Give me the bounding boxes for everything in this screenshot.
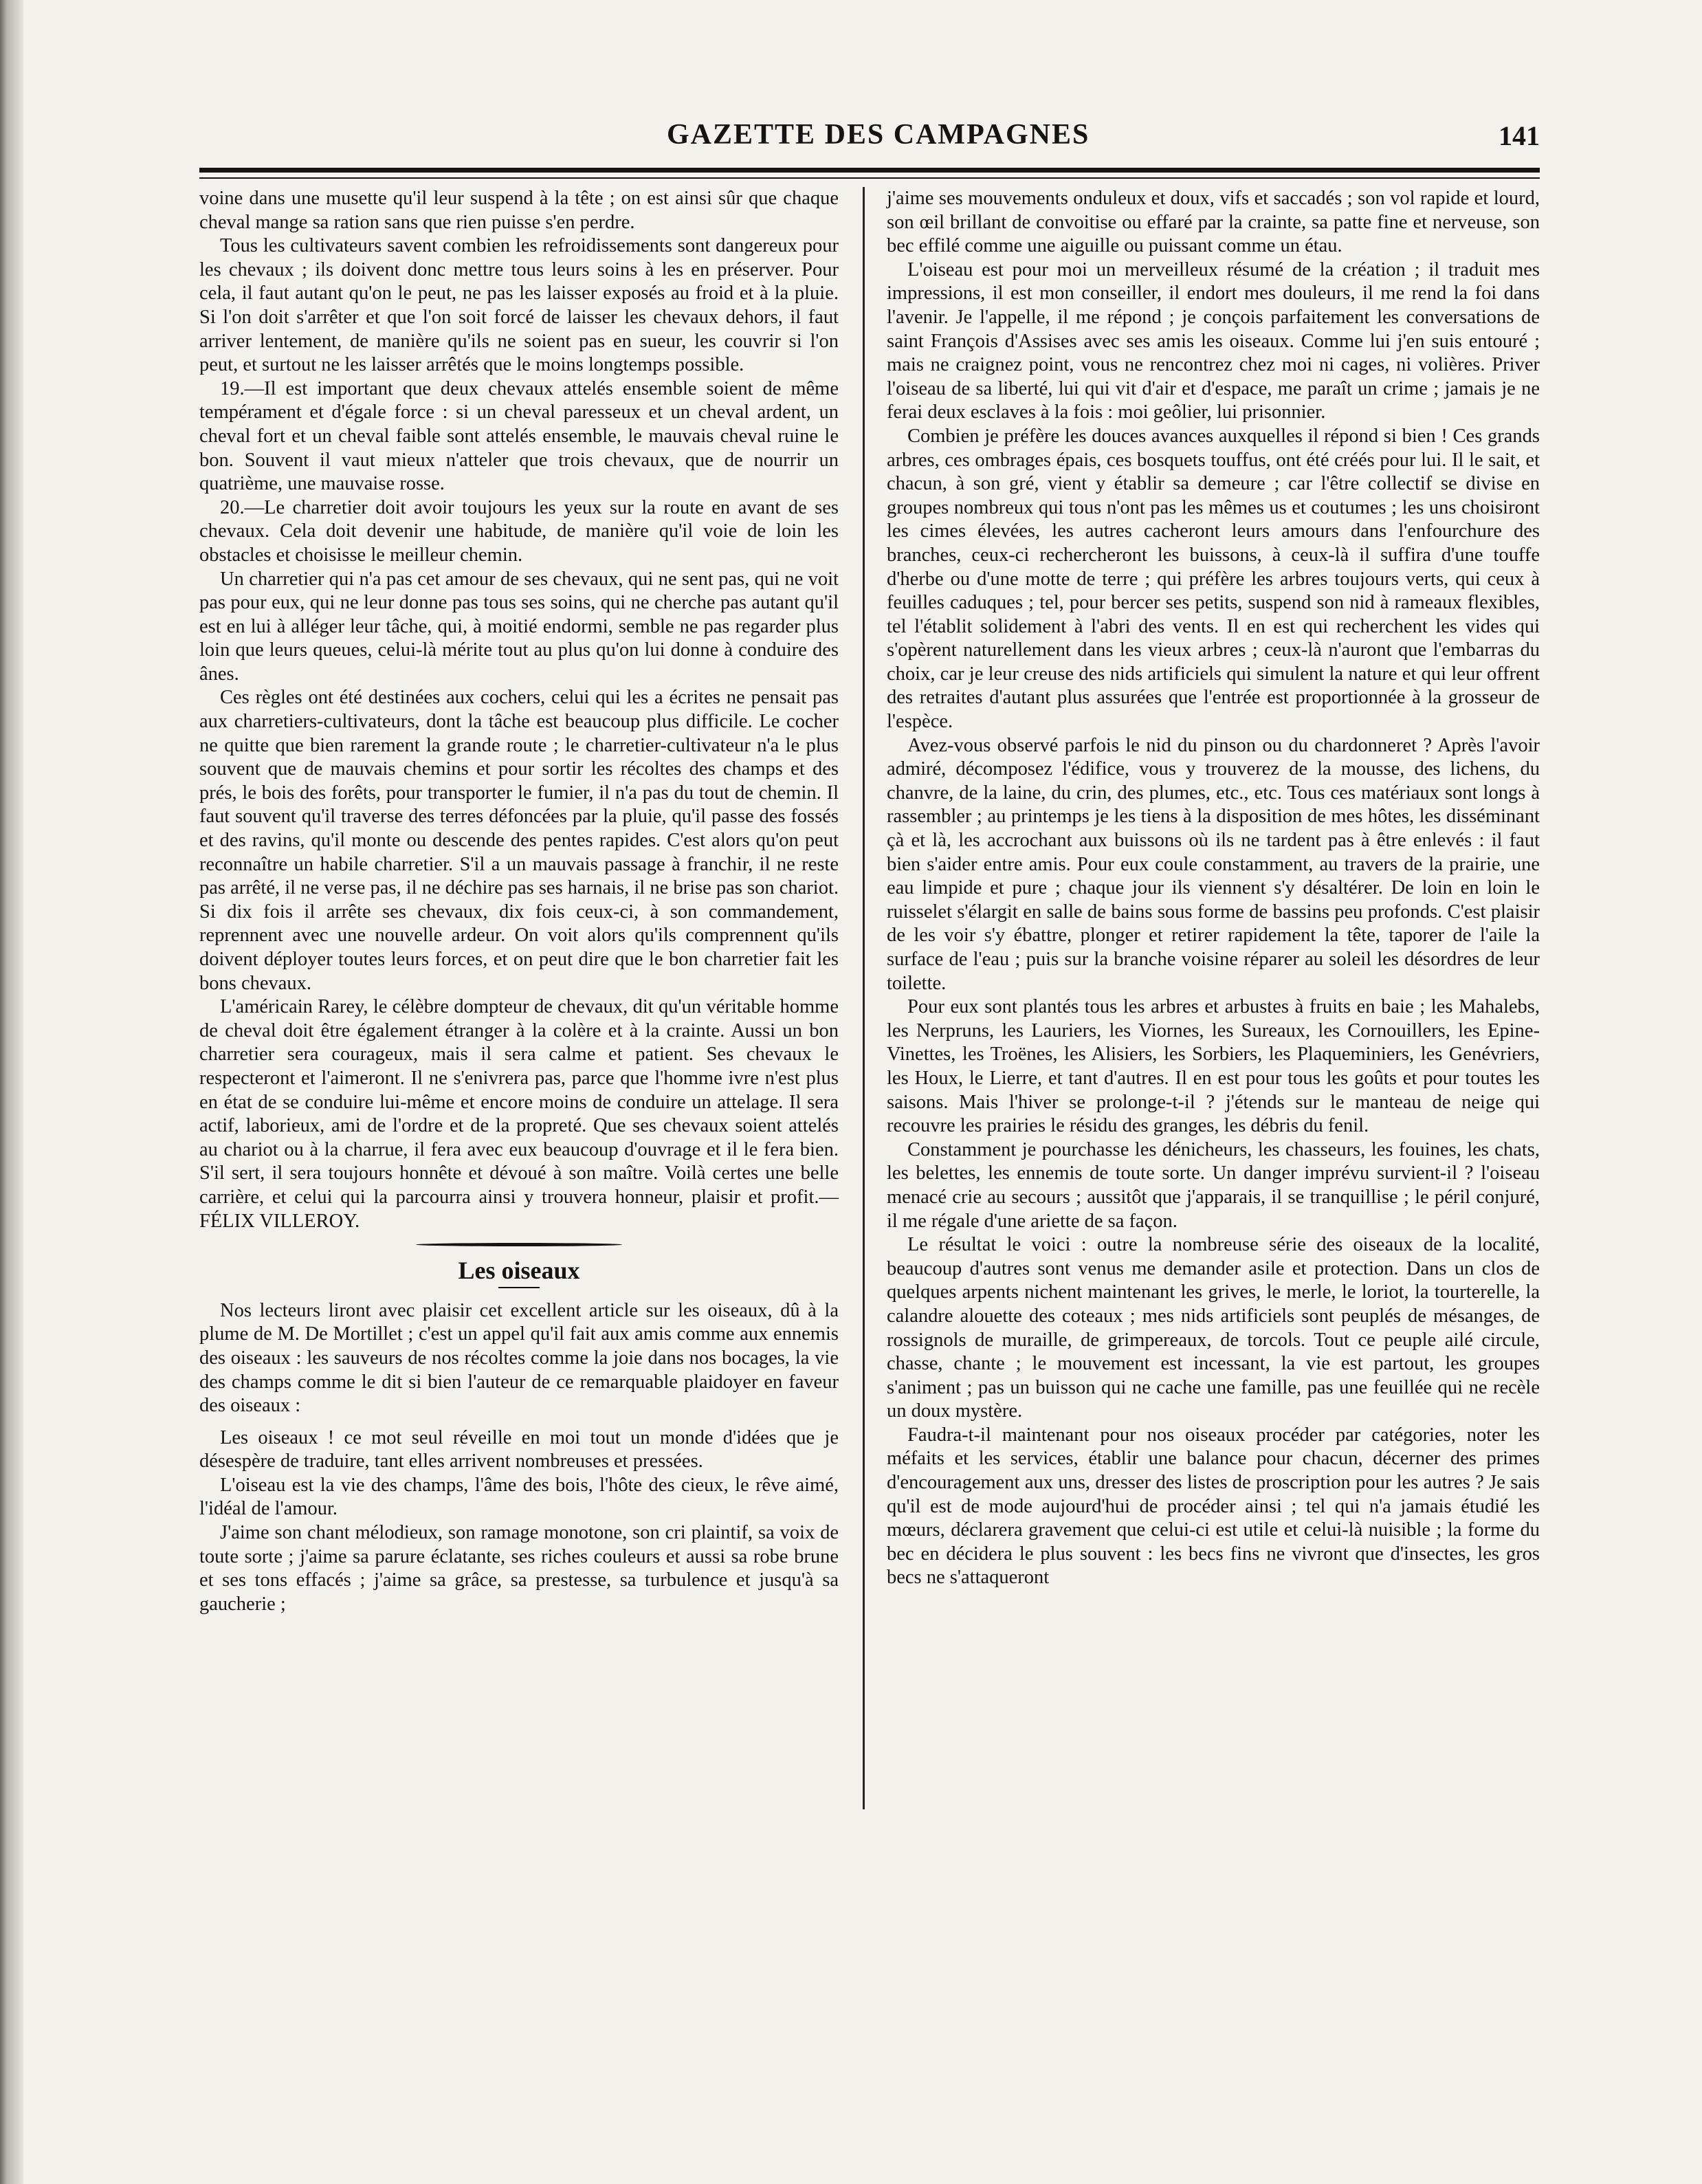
paragraph: Constamment je pourchasse les dénicheurs, les chasseurs, les fouines, les chats, les belettes, les ennemis de toute sorte. Un danger imprévu survient-il ? l'oiseau menacé crie au secours ; aussitôt que j'apparais, il se tranquillise ; le péril conjuré, il me régale d'une ariette de sa façon. <box>887 1138 1540 1232</box>
paragraph: Les oiseaux ! ce mot seul réveille en moi tout un monde d'idées que je désespère de traduire, tant elles arrivent nombreuses et pressées. <box>199 1426 839 1472</box>
paragraph: Combien je préfère les douces avances auxquelles il répond si bien ! Ces grands arbres, ces ombrages épais, ces bosquets touffus, ont été créés pour lui. Il le sait, et chacun, à son gré, vient y établir sa demeure ; car l'être collectif se divise en groupes nombreux qui tous n'ont pas les mêmes us et coutumes ; les uns choisiront les cimes élevées, les autres cacheront leurs amours dans l'enfourchure des branches, ceux-ci rechercheront les buissons, à ceux-là il suffira d'une touffe d'herbe ou d'une motte de terre ; qui préfère les arbres toujours verts, qui ceux à feuilles caduques ; tel, pour bercer ses petits, suspend son nid à rameaux flexibles, tel l'établit solidement à l'abri des vents. Il en est qui recherchent les vides qui s'opèrent naturellement dans les vieux arbres ; ceux-là n'auront que l'embarras du choix, car je leur creuse des nids artificiels qui simulent la nature et qui leur offrent des retraites d'autant plus assurées que l'entrée est proportionnée à la grosseur de l'espèce. <box>887 425 1540 733</box>
paragraph: Un charretier qui n'a pas cet amour de ses chevaux, qui ne sent pas, qui ne voit pas pour eux, qui ne leur donne pas tous ses soins, qui ne cherche pas autant qu'il est en lui à alléger leur tâche, qui, à moitié endormi, semble ne pas regarder plus loin que leurs queues, celui-là mérite tout au plus qu'on lui donne à conduire des ânes. <box>199 568 839 685</box>
left-column <box>199 187 839 1616</box>
section-title-underline <box>498 1287 540 1288</box>
right-column <box>887 187 1540 1590</box>
paragraph: Le résultat le voici : outre la nombreuse série des oiseaux de la localité, beaucoup d'autres sont venus me demander asile et protection. Dans un clos de quelques arpents nichent maintenant les grives, le merle, le loriot, la tourterelle, la calandre alouette des coteaux ; mes nids artificiels sont peuplés de mésanges, de rossignols de muraille, de grimpereaux, de torcols. Tout ce peuple ailé circule, chasse, chante ; le mouvement est incessant, la vie est partout, les groupes s'animent ; pas un buisson qui ne cache une famille, pas une feuillée qui ne recèle un doux mystère. <box>887 1234 1540 1422</box>
section-separator <box>416 1243 622 1246</box>
paragraph: J'aime son chant mélodieux, son ramage monotone, son cri plaintif, sa voix de toute sorte ; j'aime sa parure éclatante, ses riches couleurs et aussi sa robe brune et ses tons effacés ; j'aime sa grâce, sa prestesse, sa turbulence et jusqu'à sa gaucherie ; <box>199 1522 839 1615</box>
paragraph-gap <box>199 1418 839 1426</box>
paragraph: Tous les cultivateurs savent combien les refroidissements sont dangereux pour les chevaux ; ils doivent donc mettre tous leurs soins à les en préserver. Pour cela, il faut autant qu'on le peut, ne pas les laisser exposés au froid et à la pluie. Si l'on doit s'arrêter et que l'on soit forcé de laisser les chevaux dehors, il faut arriver lentement, de manière qu'ils ne soient pas en sueur, les couvrir si l'on peut, et surtout ne les laisser arrêtés que le moins longtemps possible. <box>199 235 839 376</box>
paragraph: Pour eux sont plantés tous les arbres et arbustes à fruits en baie ; les Mahalebs, les Nerpruns, les Lauriers, les Viornes, les Sureaux, les Cornouillers, les Epine-Vinettes, les Troënes, les Alisiers, les Sorbiers, les Plaqueminiers, les Genévriers, les Houx, le Lierre, et tant d'autres. Il en est pour tous les goûts et pour toutes les saisons. Mais l'hiver se prolonge-t-il ? j'étends sur le manteau de neige qui recouvre les prairies le résidu des granges, les débris du fenil. <box>887 996 1540 1137</box>
paragraph: L'oiseau est pour moi un merveilleux résumé de la création ; il traduit mes impressions, il est mon conseiller, il endort mes douleurs, il me rend la foi dans l'avenir. Je l'appelle, il me répond ; je conçois parfaitement les conversations de saint François d'Assises avec ses amis les oiseaux. Comme lui j'en suis entouré ; mais ne craignez point, vous ne rencontrez chez moi ni cages, ni volières. Priver l'oiseau de sa liberté, lui qui vit d'air et d'espace, me paraît un crime ; jamais je ne ferai deux esclaves à la fois : moi geôlier, lui prisonnier. <box>887 258 1540 423</box>
paragraph-signed: L'américain Rarey, le célèbre dompteur de chevaux, dit qu'un véritable homme de cheval doit être également étranger à la colère et à la crainte. Aussi un bon charretier sera courageux, mais il sera calme et patient. Ses chevaux le respecteront et l'aimeront. Il ne s'enivrera pas, parce que l'homme ivre n'est plus en état de se conduire lui-même et encore moins de conduire un attelage. Il sera actif, laborieux, ami de l'ordre et de la propreté. Que ses chevaux soient attelés au chariot ou à la charrue, il fera avec eux beaucoup d'ouvrage et il le fera bien. S'il sert, il sera toujours honnête et dévoué à son maître. Voilà certes une belle carrière, et celui qui la parcourra ainsi y trouvera honneur, plaisir et profit.— FÉLIX VILLEROY. <box>199 996 839 1232</box>
column-divider <box>863 187 865 1809</box>
page-number: 141 <box>1499 120 1540 151</box>
header-rule-thin <box>199 177 1540 179</box>
paragraph: j'aime ses mouvements onduleux et doux, vifs et saccadés ; son vol rapide et lourd, son œil brillant de convoitise ou effaré par la crainte, sa patte fine et nerveuse, son bec effilé comme une aiguille ou puissant comme un étau. <box>887 188 1540 257</box>
newspaper-title: GAZETTE DES CAMPAGNES <box>667 119 1090 151</box>
paragraph: Nos lecteurs liront avec plaisir cet excellent article sur les oiseaux, dû à la plume de M. De Mortillet ; c'est un appel qu'il fait aux amis comme aux ennemis des oiseaux : les sauveurs de nos récoltes comme la joie dans nos bocages, la vie des champs comme le dit si bien l'auteur de ce remarquable plaidoyer en faveur des oiseaux : <box>199 1299 839 1417</box>
paragraph: Ces règles ont été destinées aux cochers, celui qui les a écrites ne pensait pas aux charretiers-cultivateurs, dont la tâche est beaucoup plus difficile. Le cocher ne quitte que bien rarement la grande route ; le charretier-cultivateur n'a le plus souvent que de mauvais chemins et pour sortir les récoltes des champs et des prés, le bois des forêts, pour transporter le fumier, il n'a pas du tout de chemin. Il faut souvent qu'il traverse des terres défoncées par la pluie, qu'il passe des fossés et des ravins, qu'il monte ou descende des pentes rapides. C'est alors qu'on peut reconnaître un habile charretier. S'il a un mauvais passage à franchir, il ne reste pas arrêté, il ne verse pas, il ne déchire pas ses harnais, il ne brise pas son chariot. Si dix fois il arrête ses chevaux, dix fois ceux-ci, à son commandement, reprennent avec une nouvelle ardeur. On voit alors qu'ils comprennent qu'ils doivent déployer toutes leurs forces, et on peut dire que le bon charretier fait les bons chevaux. <box>199 687 839 994</box>
header-rule-thick <box>199 168 1540 173</box>
section-title: Les oiseaux <box>458 1257 580 1285</box>
paragraph: Avez-vous observé parfois le nid du pinson ou du chardonneret ? Après l'avoir admiré, décomposez l'édifice, vous y trouverez de la mousse, des lichens, du chanvre, de la laine, du crin, des plumes, etc., etc. Tous ces matériaux sont longs à rassembler ; au printemps je les tiens à la disposition de mes hôtes, les disséminant çà et là, les accrochant aux buissons où ils ne tardent pas à être enlevés : il faut bien s'aider entre amis. Pour eux coule constamment, au travers de la prairie, une eau limpide et pure ; chaque jour ils viennent s'y désaltérer. De loin en loin le ruisselet s'élargit en salle de bains sous forme de bassins peu profonds. C'est plaisir de les voir s'y ébattre, plonger et retirer rapidement la tête, taporer de l'aile la surface de l'eau ; puis sur la branche voisine réparer au soleil les désordres de leur toilette. <box>887 734 1540 994</box>
paragraph: 20.—Le charretier doit avoir toujours les yeux sur la route en avant de ses chevaux. Cela doit devenir une habitude, de manière qu'il voie de loin les obstacles et choisisse le meilleur chemin. <box>199 496 839 566</box>
page-binding-edge <box>0 0 23 2184</box>
paragraph: 19.—Il est important que deux chevaux attelés ensemble soient de même tempérament et d'égale force : si un cheval paresseux et un cheval ardent, un cheval fort et un cheval faible sont attelés ensemble, le mauvais cheval ruine le bon. Souvent il vaut mieux n'atteler que trois chevaux, que de nourrir un quatrième, une mauvaise rosse. <box>199 377 839 495</box>
paragraph: L'oiseau est la vie des champs, l'âme des bois, l'hôte des cieux, le rêve aimé, l'idéal de l'amour. <box>199 1474 839 1520</box>
paragraph: voine dans une musette qu'il leur suspend à la tête ; on est ainsi sûr que chaque cheval mange sa ration sans que rien puisse s'en perdre. <box>199 188 839 233</box>
masthead <box>199 115 1540 157</box>
paragraph: Faudra-t-il maintenant pour nos oiseaux procéder par catégories, noter les méfaits et les services, établir une balance pour chacun, décerner des primes d'encouragement aux uns, dresser des listes de proscription pour les autres ? Je sais qu'il est de mode aujourd'hui de procéder ainsi ; tel qui n'a jamais étudié les mœurs, déclarera gravement que celui-ci est utile et celui-là nuisible ; la forme du bec en décidera le plus souvent : les becs fins ne vivront que d'insectes, les gros becs ne s'attaqueront <box>887 1424 1540 1589</box>
